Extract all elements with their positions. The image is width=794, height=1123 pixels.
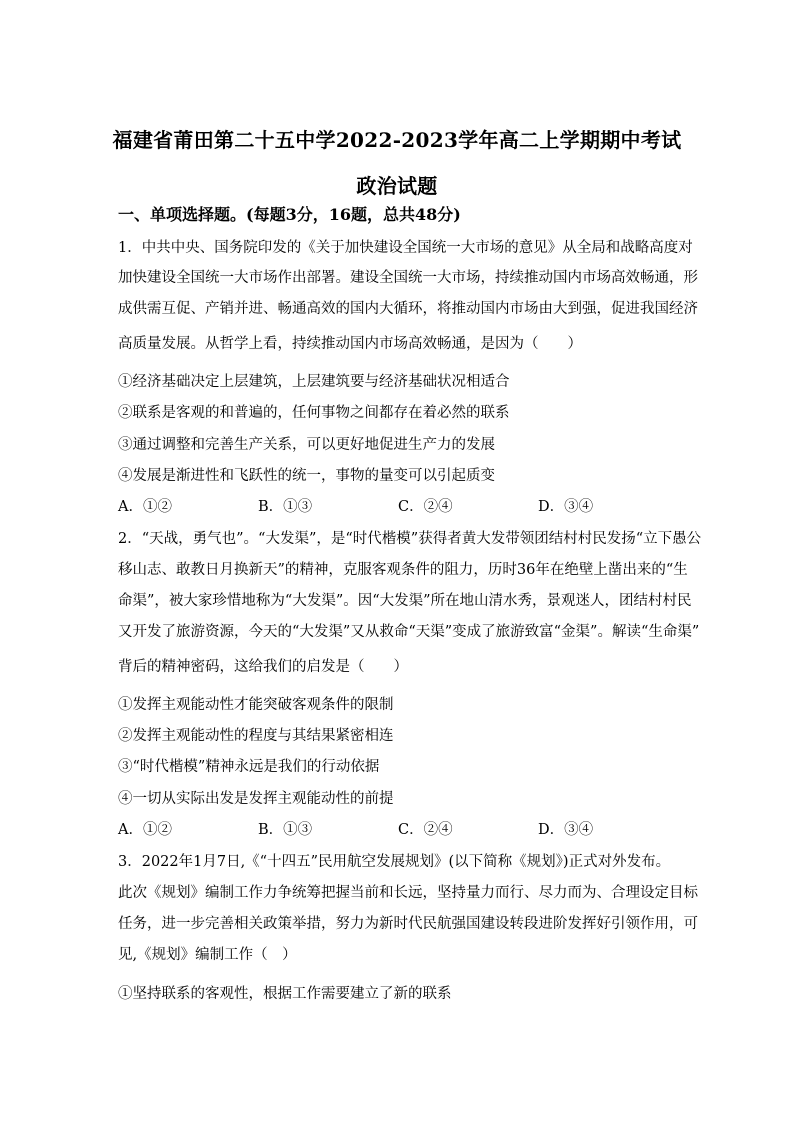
q1-option-a[interactable]: A．①② bbox=[118, 499, 172, 515]
section-heading: 一、单项选择题。(每题3分，16题，总共48分) bbox=[118, 205, 461, 224]
q2-option-c[interactable]: C．②④ bbox=[398, 822, 453, 838]
q1-option-b[interactable]: B．①③ bbox=[258, 499, 313, 515]
q2-option-d[interactable]: D．③④ bbox=[538, 822, 594, 838]
q2-stem-line: 移山志、敢教日月换新天”的精神，克服客观条件的阻力，历时36年在绝壁上凿出来的“生 bbox=[118, 562, 688, 578]
q2-statement: ②发挥主观能动性的程度与其结果紧密相连 bbox=[118, 728, 394, 744]
q1-option-c[interactable]: C．②④ bbox=[398, 499, 453, 515]
q1-stem-line: 加快建设全国统一大市场作出部署。建设全国统一大市场，持续推动国内市场高效畅通，形 bbox=[118, 270, 698, 286]
q1-stem-line: 高质量发展。从哲学上看，持续推动国内市场高效畅通，是因为（ ） bbox=[118, 336, 582, 352]
q2-stem-line: 2．“天战，勇气也”。“大发渠”，是“时代楷模”获得者黄大发带领团结村村民发扬“立下愚公 bbox=[118, 531, 702, 547]
q2-stem-line: 又开发了旅游资源，今天的“大发渠”又从救命“天渠”变成了旅游致富“金渠”。解读“生命渠” bbox=[118, 624, 700, 640]
q2-statement: ③“时代楷模”精神永远是我们的行动依据 bbox=[118, 759, 380, 775]
q1-statement: ②联系是客观的和普遍的，任何事物之间都存在着必然的联系 bbox=[118, 405, 510, 421]
q1-option-d[interactable]: D．③④ bbox=[538, 499, 594, 515]
q1-statement: ③通过调整和完善生产关系，可以更好地促进生产力的发展 bbox=[118, 437, 495, 453]
q1-statement: ①经济基础决定上层建筑，上层建筑要与经济基础状况相适合 bbox=[118, 374, 510, 390]
q1-stem-line: 成供需互促、产销并进、畅通高效的国内大循环，将推动国内市场由大到强，促进我国经济 bbox=[118, 301, 698, 317]
q2-option-a[interactable]: A．①② bbox=[118, 822, 172, 838]
q3-stem-line: 3．2022年1月7日,《“十四五”民用航空发展规划》(以下简称《规划》)正式对外发布。 bbox=[118, 854, 671, 870]
q2-stem-line: 命渠”，被大家珍惜地称为“大发渠”。因“大发渠”所在地山清水秀，景观迷人，团结村村民 bbox=[118, 593, 692, 609]
q3-stem-line: 此次《规划》编制工作力争统筹把握当前和长远，坚持量力而行、尽力而为、合理设定目标 bbox=[118, 885, 698, 901]
q2-statement: ①发挥主观能动性才能突破客观条件的限制 bbox=[118, 697, 394, 713]
q1-stem-line: 1．中共中央、国务院印发的《关于加快建设全国统一大市场的意见》从全局和战略高度对 bbox=[118, 240, 693, 256]
q2-stem-line: 背后的精神密码，这给我们的启发是（ ） bbox=[118, 659, 408, 675]
q1-statement: ④发展是渐进性和飞跃性的统一，事物的量变可以引起质变 bbox=[118, 468, 495, 484]
q2-statement: ④一切从实际出发是发挥主观能动性的前提 bbox=[118, 791, 394, 807]
q3-stem-line: 见,《规划》编制工作（ ） bbox=[118, 947, 297, 963]
q2-option-b[interactable]: B．①③ bbox=[258, 822, 313, 838]
q3-statement: ①坚持联系的客观性，根据工作需要建立了新的联系 bbox=[118, 986, 452, 1002]
exam-title: 福建省莆田第二十五中学2022-2023学年高二上学期期中考试 bbox=[112, 128, 682, 152]
exam-subject-title: 政治试题 bbox=[356, 174, 438, 198]
q3-stem-line: 任务，进一步完善相关政策举措，努力为新时代民航强国建设转段进阶发挥好引领作用，可 bbox=[118, 916, 698, 932]
